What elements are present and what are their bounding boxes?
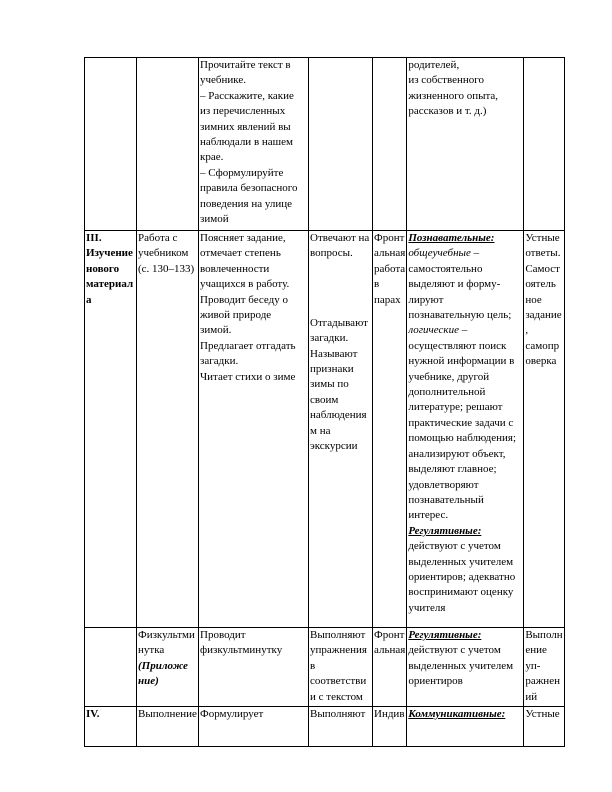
text-line: соответстви (310, 675, 367, 688)
text-line: учащихся в работу. (200, 278, 290, 291)
form-cell (373, 628, 407, 707)
text-line: учебником (138, 247, 189, 260)
table-row (85, 58, 565, 231)
uud-logical-text (408, 339, 522, 524)
text-line: (с. 130–133) (138, 262, 195, 275)
text-line: осуществляют поиск (408, 339, 507, 352)
uud-cell: Познавательные: общеучебные – самостоятельно выделяют и форму- лируют познавательную цель; логические – осуществляют поиск нужной информации в учебнике, другой дополнительной литературе; решают практические задачи с помощью наблюдения; анализируют объект, выделяют главное; удовлетворяют познавательный интерес. Регулятивные: действуют с учетом выделенных учителем ориентиров; адекватно воспринимают оценку учителя (407, 231, 524, 628)
text-line: в (310, 659, 316, 672)
uud-heading-regulatory: Регулятивные: (408, 524, 482, 537)
text-line: загадки. (200, 355, 239, 368)
text-line: загадки. (310, 332, 349, 345)
teacher-activity-cell (199, 231, 309, 628)
text-line: помощью наблюдения; (408, 432, 517, 445)
text-line: учебнике. (200, 74, 246, 87)
text-line: удовлетворяют (408, 478, 479, 491)
text-line: работа (374, 262, 406, 275)
text-line: альная (374, 644, 406, 657)
text-line: ориентиров; адекватно (408, 570, 516, 583)
text-line: в (374, 278, 380, 291)
text-line: экскурсии (310, 440, 358, 453)
teacher-activity-cell (199, 58, 309, 231)
uud-subheading-general: общеучебные (408, 247, 471, 260)
text-line: наблюдали в нашем (200, 136, 293, 149)
uud-heading-regulatory: Регулятивные: (408, 629, 482, 641)
control-cell (524, 58, 564, 231)
text-line: лируют (408, 293, 444, 306)
text-line: Проводит (200, 629, 246, 641)
text-line: правила безопасного (200, 182, 298, 195)
text-line: нового (86, 262, 120, 275)
student-activity-cell (309, 628, 373, 707)
stage-cell (85, 58, 137, 231)
uud-regulatory-text (408, 539, 522, 616)
text-line: физкультминутку (200, 644, 283, 657)
student-activity-cell (309, 58, 373, 231)
text-line: самостоятельно (408, 262, 483, 275)
stage-cell (85, 231, 137, 628)
text-line: Физкультми (138, 629, 195, 641)
text-line: интерес. (408, 509, 449, 522)
student-activity-cell (309, 231, 373, 628)
form-cell (373, 58, 407, 231)
text-line: наблюдения (310, 409, 367, 422)
form-cell (373, 231, 407, 628)
text-line: Предлагает отгадать (200, 339, 296, 352)
text-line: действуют с учетом (408, 540, 501, 553)
text-line: литературе; решают (408, 401, 503, 414)
table-row (85, 231, 565, 628)
content-cell (137, 231, 199, 628)
text-line: зимних явлений вы (200, 120, 291, 133)
text-line: из собственного (408, 74, 485, 87)
control-cell (524, 231, 564, 628)
text-line: Отгадывают (310, 316, 368, 329)
text-line: (Приложе (138, 659, 188, 672)
table-row (85, 707, 565, 747)
content-cell: Выполнение (137, 707, 199, 747)
text-line: вовлеченности (200, 262, 270, 275)
content-cell (137, 58, 199, 231)
text-line: альная (374, 247, 406, 260)
text-line: выделенных учителем (408, 659, 514, 672)
text-line: действуют с учетом (408, 644, 501, 657)
appendix-note (138, 659, 197, 690)
text-line: Прочитайте текст в (200, 59, 291, 71)
text-line: III. (86, 232, 102, 244)
lesson-plan-table (84, 57, 565, 747)
text-line: парах (374, 293, 401, 306)
form-cell: Индив (373, 707, 407, 747)
text-line: ние) (138, 675, 159, 688)
text-line: поведения на улице (200, 197, 292, 210)
text-line: вопросы. (310, 247, 353, 260)
text-line: ий (525, 690, 538, 703)
text-line: а (86, 293, 92, 306)
text-line: Проводит беседу о (200, 293, 288, 306)
text-line: Называют (310, 347, 358, 360)
stage-cell (85, 628, 137, 707)
text-line: ражнен (525, 675, 560, 688)
control-cell (524, 628, 564, 707)
text-line: зимы по (310, 378, 349, 391)
text-line: м на (310, 424, 331, 437)
text-line: выделяют и форму- (408, 278, 501, 291)
text-line: признаки (310, 363, 354, 376)
text-line: материал (86, 278, 134, 291)
text-line: родителей, (408, 59, 460, 71)
text-line: практические задачи с (408, 416, 514, 429)
uud-subheading-logical: логические (408, 324, 459, 337)
text-line: Фронт (374, 629, 405, 641)
text-line: нутка (138, 644, 165, 657)
uud-cell (407, 58, 524, 231)
text-line: – Сформулируйте (200, 166, 284, 179)
text-line: Работа с (138, 232, 178, 244)
stage-cell: IV. (85, 707, 137, 747)
text-line: самопр (525, 339, 560, 352)
text-line: Выполняют (310, 629, 366, 641)
text-line: дополнительной (408, 386, 486, 399)
text-line: отмечает степень (200, 247, 281, 260)
text-line: учебнике, другой (408, 370, 490, 383)
text-line: ответы. (525, 247, 561, 260)
text-line: нужной информации в (408, 355, 515, 368)
teacher-activity-cell (199, 628, 309, 707)
uud-cell (407, 628, 524, 707)
text-line: – Расскажите, какие (200, 89, 294, 102)
text-line: живой природе (200, 309, 272, 322)
content-cell (137, 628, 199, 707)
text-line: выделяют главное; (408, 463, 497, 476)
text-line: своим (310, 393, 339, 406)
text-line: выделенных учителем (408, 555, 514, 568)
text-line: ориентиров (408, 675, 463, 688)
text-line: упражнения (310, 644, 367, 657)
text-line: Устные (525, 232, 560, 244)
text-line: ение (525, 644, 547, 657)
text-line: уп- (525, 659, 541, 672)
text-line: крае. (200, 151, 224, 164)
student-activity-riddles (310, 316, 371, 455)
text-line: Читает стихи о зиме (200, 370, 296, 383)
text-line: , (525, 324, 529, 337)
text-line: задание (525, 309, 562, 322)
text-line: жизненного опыта, (408, 89, 499, 102)
text-line: из перечисленных (200, 105, 286, 118)
student-activity-answers (310, 231, 371, 262)
text-line: учителя (408, 601, 446, 614)
text-line: рассказов и т. д.) (408, 105, 487, 118)
table-row (85, 628, 565, 707)
text-line: ное (525, 293, 542, 306)
text-line: Самост (525, 262, 560, 275)
control-cell: Устные (524, 707, 564, 747)
text-line: Фронт (374, 232, 405, 244)
text-line: и с текстом (310, 690, 363, 703)
text-line: Отвечают на (310, 232, 370, 244)
uud-general-text (408, 262, 522, 324)
text-line: оверка (525, 355, 557, 368)
text-line: оятель (525, 278, 556, 291)
student-activity-cell: Выполняют (309, 707, 373, 747)
uud-heading-cognitive: Познавательные: (408, 232, 495, 244)
text-line: познавательную цель; (408, 309, 512, 322)
text-line: воспринимают оценку (408, 586, 514, 599)
teacher-activity-cell: Формулирует (199, 707, 309, 747)
uud-cell: Коммуникативные: (407, 707, 524, 747)
text-line: анализируют объект, (408, 447, 506, 460)
text-line: Изучение (86, 247, 133, 260)
text-line: познавательный (408, 493, 484, 506)
text-line: зимой. (200, 324, 232, 337)
text-line: зимой (200, 213, 229, 226)
text-line: Выполн (525, 629, 563, 641)
text-line: Поясняет задание, (200, 232, 286, 244)
